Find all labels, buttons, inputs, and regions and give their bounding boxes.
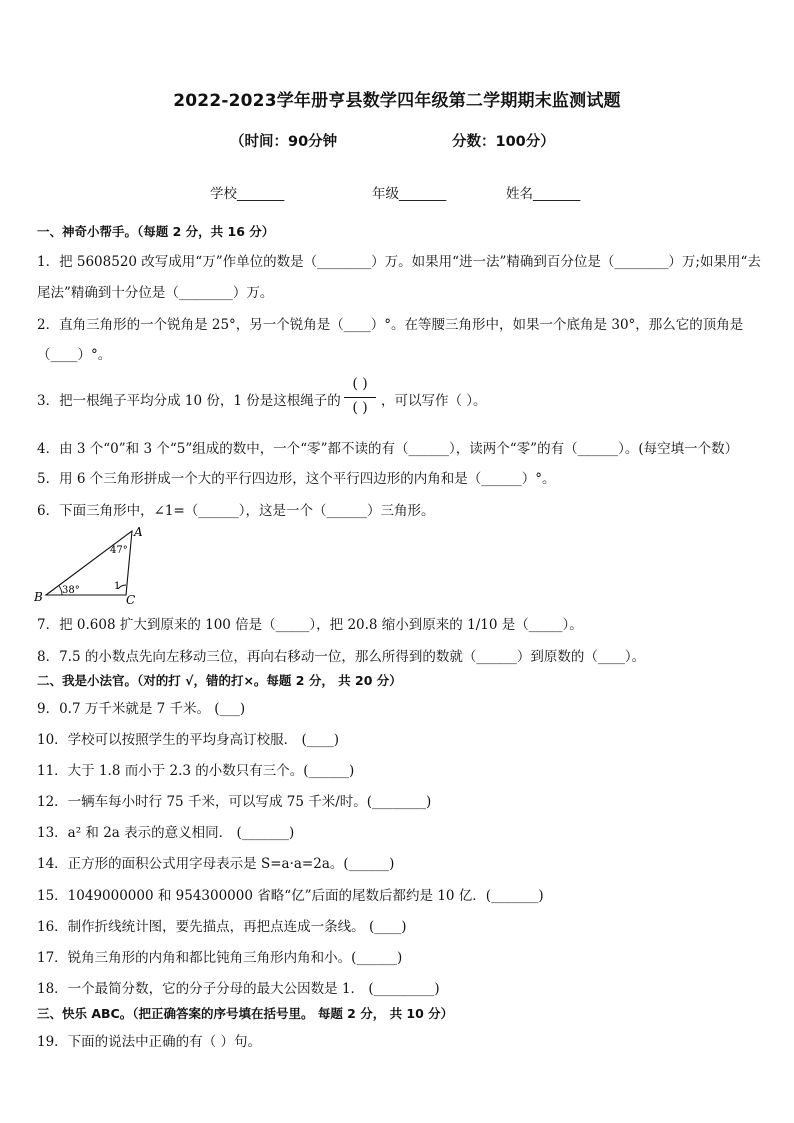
fraction-denominator: ( ) <box>352 400 368 416</box>
question-15: 15．1049000000 和 954300000 省略“亿”后面的尾数后都约是 10 亿．(_______) <box>37 888 544 904</box>
school-field: 学校_______ <box>210 186 285 202</box>
name-field: 姓名_______ <box>506 186 581 202</box>
question-17: 17．锐角三角形的内角和都比钝角三角形内角和小。(______) <box>37 950 403 966</box>
question-8: 8．7.5 的小数点先向左移动三位，再向右移动一位，那么所得到的数就（______）到原数的（____）。 <box>37 649 646 665</box>
question-7: 7．把 0.608 扩大到原来的 100 倍是（_____），把 20.8 缩小到原来的 1/10 是（_____）。 <box>37 617 583 633</box>
question-18: 18．一个最简分数，它的分子分母的最大公因数是 1． (_________) <box>37 981 440 997</box>
question-2-line-2: （____）°。 <box>37 347 112 363</box>
angle-a-label: 47° <box>110 545 128 556</box>
question-3-text-end: ，可以写作（ ）。 <box>381 393 487 409</box>
question-16: 16．制作折线统计图，要先描点，再把点连成一条线。 (____) <box>37 919 407 935</box>
question-10: 10．学校可以按照学生的平均身高订校服． (____) <box>37 732 340 748</box>
section-heading-1: 一、神奇小帮手。（每题 2 分，共 16 分） <box>37 224 275 239</box>
question-14: 14．正方形的面积公式用字母表示是 S=a·a=2a。(______) <box>37 856 395 872</box>
fraction-numerator: ( ) <box>352 376 368 392</box>
question-6: 6．下面三角形中，∠1=（______），这是一个（______）三角形。 <box>37 503 435 519</box>
question-3-text: 3．把一根绳子平均分成 10 份，1 份是这根绳子的 <box>37 393 341 409</box>
exam-score: 分数：100分） <box>452 134 555 150</box>
angle-1-label: 1 <box>114 581 121 592</box>
question-19: 19．下面的说法中正确的有（ ）句。 <box>37 1034 261 1050</box>
grade-field: 年级_______ <box>372 186 447 202</box>
page-title: 2022-2023学年册亨县数学四年级第二学期期末监测试题 <box>173 91 621 111</box>
angle-b-label: 38° <box>62 585 80 596</box>
vertex-c-label: C <box>126 593 136 605</box>
question-9: 9．0.7 万千米就是 7 千米。 (___) <box>37 701 246 717</box>
question-1-line-1: 1．把 5608520 改写成用“万”作单位的数是（________）万。如果用“进一法”精确到百分位是（________）万;如果用“去 <box>37 254 761 270</box>
fraction-blank <box>342 376 378 420</box>
question-12: 12．一辆车每小时行 75 千米，可以写成 75 千米/时。(________) <box>37 794 432 810</box>
question-4: 4．由 3 个“0”和 3 个“5”组成的数中，一个“零”都不读的有（______），读两个“零”的有（______）。(每空填一个数） <box>37 441 739 457</box>
section-heading-3: 三、快乐 ABC。（把正确答案的序号填在括号里。 每题 2 分， 共 10 分） <box>37 1006 454 1021</box>
question-1-line-2: 尾法”精确到十分位是（________）万。 <box>37 285 274 301</box>
fraction-bar <box>344 397 376 398</box>
vertex-b-label: B <box>34 590 43 604</box>
question-11: 11．大于 1.8 而小于 2.3 的小数只有三个。(______) <box>37 763 355 779</box>
question-2-line-1: 2．直角三角形的一个锐角是 25°，另一个锐角是（____）°。在等腰三角形中，如果一个底角是 30°，那么它的顶角是 <box>37 317 744 333</box>
question-13: 13．a² 和 2a 表示的意义相同． (_______) <box>37 825 295 841</box>
question-5: 5．用 6 个三角形拼成一个大的平行四边形，这个平行四边形的内角和是（______）°。 <box>37 471 556 487</box>
vertex-a-label: A <box>134 525 143 539</box>
triangle-figure <box>34 525 154 605</box>
section-heading-2: 二、我是小法官。（对的打 √，错的打×。每题 2 分， 共 20 分） <box>37 673 402 688</box>
exam-time: （时间：90分钟 <box>230 134 338 150</box>
